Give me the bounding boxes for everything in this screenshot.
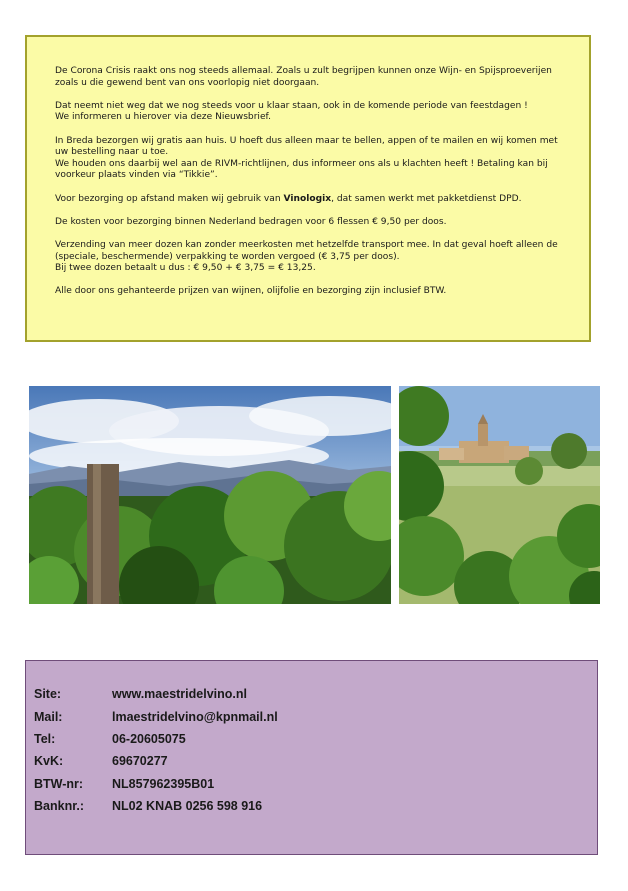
bank-number: NL02 KNAB 0256 598 916: [112, 799, 263, 814]
notice-vinologix-post: , dat samen werkt met pakketdienst DPD.: [331, 193, 522, 204]
notice-vinologix-pre: Voor bezorging op afstand maken wij gebruik van: [55, 193, 284, 204]
notice-paragraph-costs: De kosten voor bezorging binnen Nederland bedragen voor 6 flessen € 9,50 per doos.: [55, 216, 447, 227]
notice-line-two-boxes: Bij twee dozen betaalt u dus : € 9,50 + € 3,75 = € 13,25.: [55, 263, 316, 274]
contact-label: KvK:: [34, 754, 64, 769]
website-link[interactable]: www.maestridelvino.nl: [112, 687, 247, 702]
vat-number: NL857962395B01: [112, 776, 215, 791]
contact-label: BTW-nr:: [34, 776, 84, 791]
notice-paragraph-delivery-breda: [55, 136, 565, 182]
contact-label: Banknr.:: [34, 799, 85, 814]
vinologix-name: Vinologix: [283, 193, 332, 204]
contact-row-bank: [34, 795, 597, 817]
contact-label: Tel:: [34, 731, 56, 746]
village-church-photo: [399, 386, 600, 604]
notice-box: [25, 35, 591, 342]
kvk-number: 69670277: [112, 754, 168, 769]
notice-paragraph-holidays: [55, 101, 565, 124]
contact-label: Mail:: [34, 709, 63, 724]
notice-paragraph-corona: De Corona Crisis raakt ons nog steeds allemaal. Zoals u zult begrijpen kunnen onze Wijn- en Spijsproeverijen zoals u die gewend bent van ons voorlopig niet doorgaan.: [55, 66, 552, 88]
contact-row-kvk: [34, 750, 597, 772]
contact-row-site: [34, 683, 597, 705]
contact-row-btw: [34, 773, 597, 795]
email-link[interactable]: lmaestridelvino@kpnmail.nl: [112, 709, 278, 724]
phone-number: 06-20605075: [112, 731, 186, 746]
contact-row-mail: [34, 705, 597, 727]
notice-line-rivm: We houden ons daarbij wel aan de RIVM-richtlijnen, dus informeer ons als u klachten heeft ! Betaling kan bij voorkeur plaats vinden via “Tikkie”.: [55, 158, 548, 181]
notice-line-extra-boxes: Verzending van meer dozen kan zonder meerkosten met hetzelfde transport mee. In dat geval hoeft alleen de (speciale, beschermende) verpakking te worden vergoed (€ 3,75 per doos).: [55, 239, 558, 262]
notice-line-newsletter: We informeren u hierover via deze Nieuwsbrief.: [55, 112, 271, 123]
vineyard-landscape-photo: [29, 386, 391, 604]
notice-paragraph-vinologix: [55, 194, 565, 206]
notice-paragraph-vat: Alle door ons gehanteerde prijzen van wijnen, olijfolie en bezorging zijn inclusief BTW.: [55, 286, 447, 297]
notice-line-ready: Dat neemt niet weg dat we nog steeds voor u klaar staan, ook in de komende periode van feestdagen !: [55, 100, 528, 111]
notice-line-free-delivery: In Breda bezorgen wij gratis aan huis. U hoeft dus alleen maar te bellen, appen of te mailen en wij komen met uw bestelling naar u toe.: [55, 135, 558, 158]
notice-paragraph-multiple-boxes: [55, 240, 565, 275]
contact-row-tel: [34, 728, 597, 750]
contact-label: Site:: [34, 687, 62, 702]
contact-box: [25, 660, 598, 855]
